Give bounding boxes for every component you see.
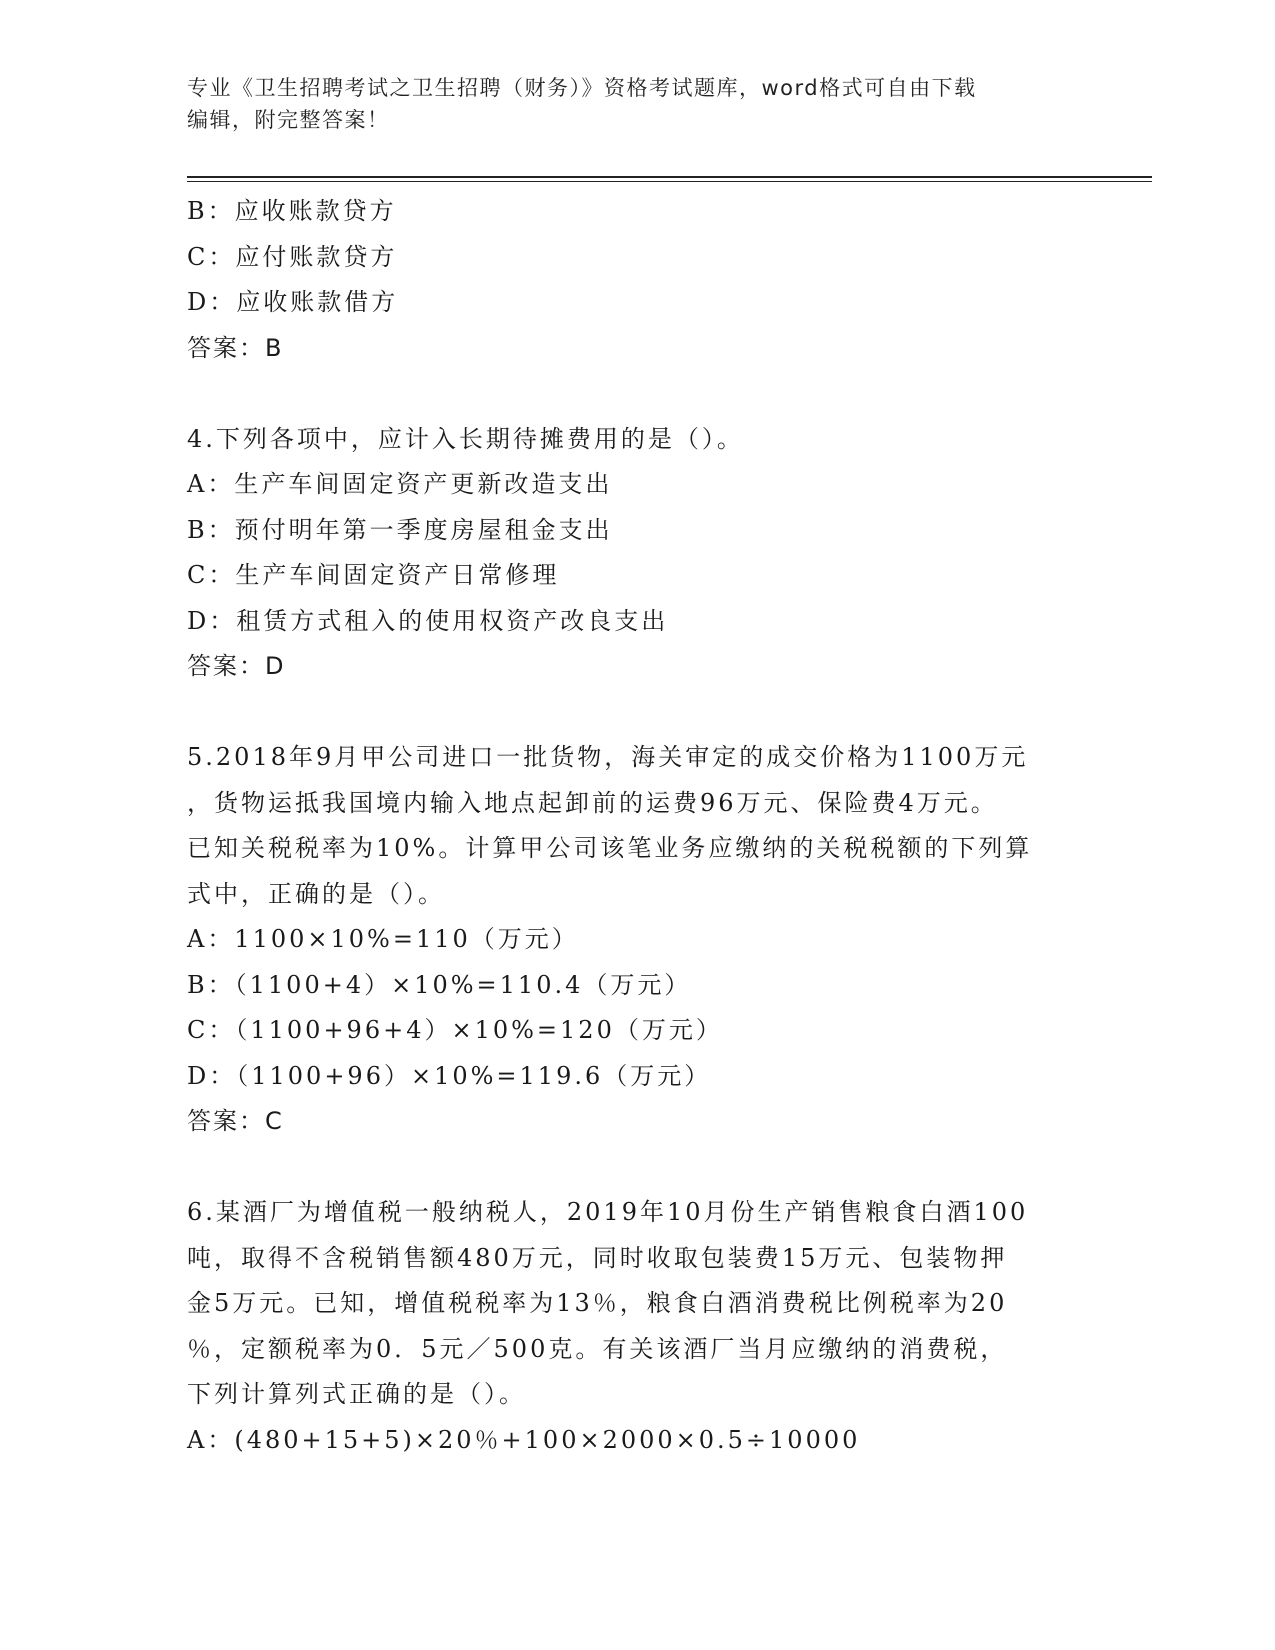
option-b: B：应收账款贷方: [187, 197, 397, 225]
question-3-tail: [187, 189, 1087, 371]
option-c: C：应付账款贷方: [187, 242, 398, 271]
option-d: D：（1100+96）×10%=119.6（万元）: [187, 1061, 712, 1090]
option-a: A：1100×10%=110（万元）: [187, 925, 579, 953]
header-line-1: 专业《卫生招聘考试之卫生招聘（财务）》资格考试题库，word格式可自由下载: [187, 76, 977, 100]
option-b: B：预付明年第一季度房屋租金支出: [187, 515, 613, 544]
spacer: [187, 690, 1087, 736]
question-stem-line-2: ，货物运抵我国境内输入地点起卸前的运费96万元、保险费4万元。: [187, 788, 998, 817]
question-list: [187, 189, 1087, 1463]
option-d: D：租赁方式租入的使用权资产改良支出: [187, 606, 669, 635]
page-header: [187, 72, 1067, 136]
header-line-2: 编辑，附完整答案！: [187, 108, 390, 132]
question-stem-line-5: 下列计算列式正确的是（）。: [187, 1380, 526, 1408]
header-divider: [187, 176, 1152, 182]
question-4: [187, 417, 1087, 690]
answer: 答案：D: [187, 652, 286, 680]
spacer: [187, 371, 1087, 417]
answer: 答案：B: [187, 333, 284, 362]
spacer: [187, 1145, 1087, 1191]
question-stem-line-2: 吨，取得不含税销售额480万元，同时收取包装费15万元、包装物押: [187, 1243, 1008, 1272]
question-stem-line-4: 式中，正确的是（）。: [187, 879, 445, 908]
answer: 答案：C: [187, 1107, 284, 1135]
option-b: B：（1100+4）×10%=110.4（万元）: [187, 970, 692, 999]
question-stem-line-3: 已知关税税率为10%。计算甲公司该笔业务应缴纳的关税税额的下列算: [187, 834, 1033, 862]
question-6: [187, 1190, 1087, 1463]
question-stem-line-1: 6.某酒厂为增值税一般纳税人，2019年10月份生产销售粮食白酒100: [187, 1198, 1029, 1226]
question-stem-line-4: ％，定额税率为0．5元／500克。有关该酒厂当月应缴纳的消费税，: [187, 1334, 1008, 1363]
option-c: C：生产车间固定资产日常修理: [187, 561, 560, 589]
question-stem-line-1: 5.2018年9月甲公司进口一批货物，海关审定的成交价格为1100万元: [187, 743, 1029, 771]
question-5: [187, 735, 1087, 1145]
question-stem: 4.下列各项中，应计入长期待摊费用的是（）。: [187, 424, 744, 453]
option-a: A：(480+15+5)×20％+100×2000×0.5÷10000: [187, 1425, 861, 1454]
question-stem-line-3: 金5万元。已知，增值税税率为13％，粮食白酒消费税比例税率为20: [187, 1289, 1008, 1317]
option-d: D：应收账款借方: [187, 288, 399, 316]
option-a: A：生产车间固定资产更新改造支出: [187, 470, 613, 498]
option-c: C：（1100+96+4）×10%=120（万元）: [187, 1016, 723, 1044]
